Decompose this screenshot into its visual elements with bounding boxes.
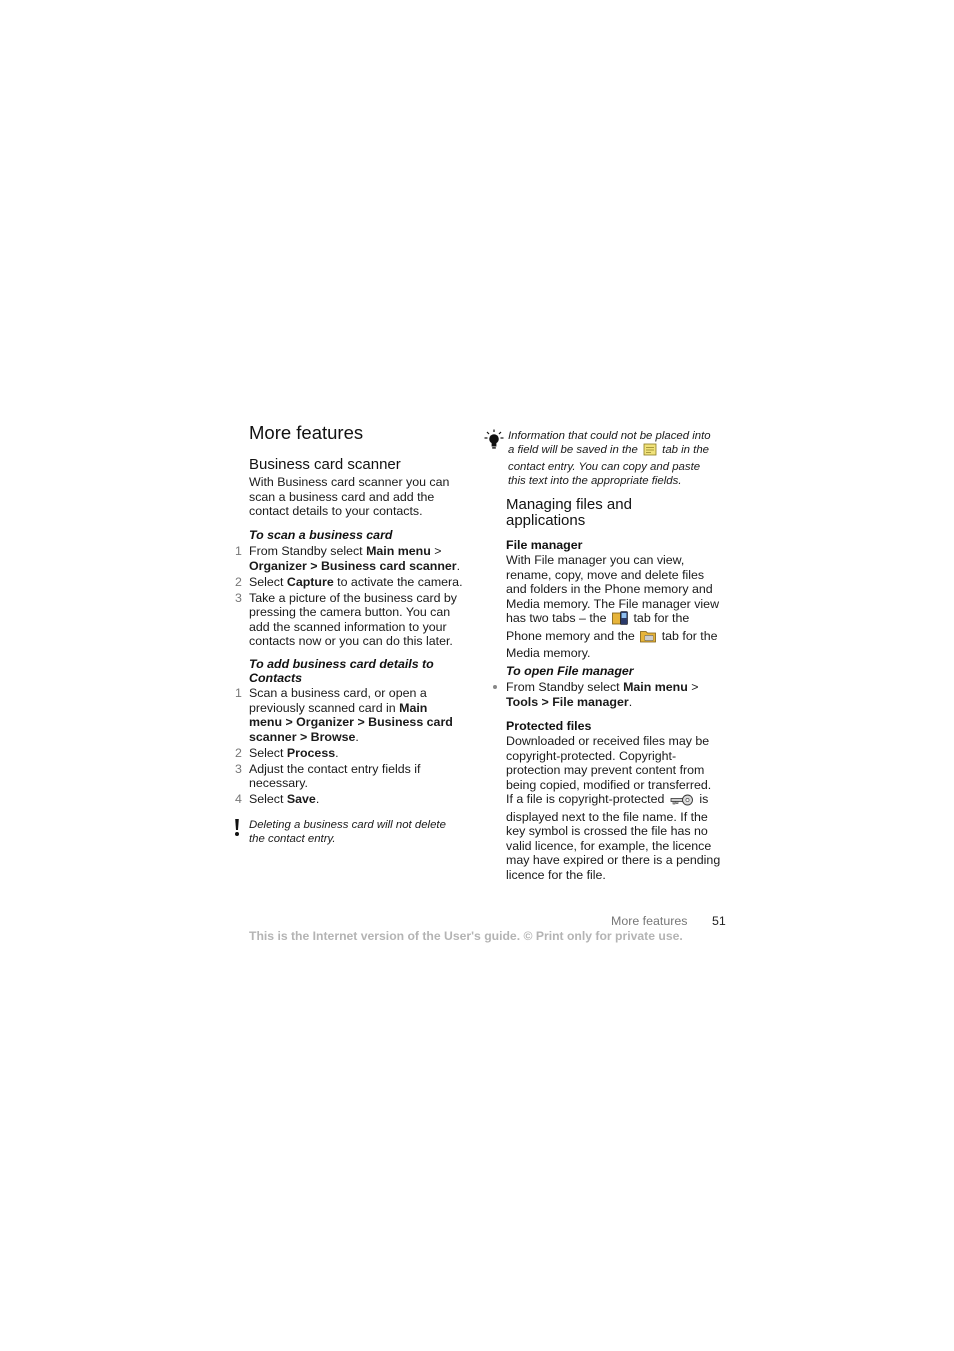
step-text: to activate the camera. bbox=[333, 574, 463, 589]
heading-line: To add business card details to bbox=[249, 657, 434, 671]
file-manager-heading: File manager bbox=[506, 538, 583, 552]
body-text: is bbox=[699, 792, 709, 806]
body-text: Phone memory and the bbox=[506, 628, 635, 643]
step-number: 1 bbox=[235, 544, 242, 558]
menu-path: Organizer > Business card scanner bbox=[249, 558, 457, 573]
add-procedure-heading bbox=[249, 658, 434, 685]
file-manager-body bbox=[506, 553, 731, 661]
step-text: . bbox=[456, 558, 461, 573]
step-number: 2 bbox=[235, 574, 242, 589]
open-file-manager-steps bbox=[506, 680, 731, 709]
body-text: tab for the bbox=[633, 611, 690, 625]
step-item bbox=[235, 792, 474, 807]
step-text: . bbox=[355, 729, 359, 744]
body-text: tab for the bbox=[661, 628, 718, 643]
note-text: tab in the bbox=[662, 444, 710, 456]
warning-note bbox=[249, 818, 446, 846]
menu-path: Main bbox=[399, 700, 428, 715]
page-title: More features bbox=[249, 422, 364, 443]
protected-files-body bbox=[506, 734, 731, 882]
body-line: valid licence, for example, the licence bbox=[506, 838, 712, 853]
warning-icon bbox=[232, 818, 242, 843]
protected-files-heading: Protected files bbox=[506, 719, 592, 733]
note-line: Deleting a business card will not delete bbox=[249, 819, 446, 831]
step-text: add the scanned information to your bbox=[249, 619, 447, 634]
body-line: Media memory. The File manager view bbox=[506, 596, 720, 611]
body-line: With File manager you can view, bbox=[506, 553, 685, 567]
step-text: . bbox=[628, 694, 633, 709]
scan-steps bbox=[235, 544, 474, 649]
menu-path: menu > Organizer > Business card bbox=[249, 715, 453, 729]
menu-path: Process bbox=[286, 745, 336, 760]
step-number: 3 bbox=[235, 590, 242, 605]
step-text: From Standby select bbox=[506, 680, 624, 694]
section-heading-managing-files bbox=[506, 497, 632, 529]
note-line: this text into the appropriate fields. bbox=[508, 475, 682, 487]
menu-path: Capture bbox=[286, 574, 334, 589]
menu-path: Main menu bbox=[623, 680, 688, 694]
body-line: licence for the file. bbox=[506, 867, 606, 882]
step-number: 1 bbox=[235, 686, 242, 700]
add-steps bbox=[235, 686, 474, 807]
step-text: From Standby select bbox=[249, 544, 367, 558]
media-memory-tab-icon bbox=[640, 629, 656, 647]
bullet-item bbox=[506, 680, 731, 709]
step-text: > bbox=[687, 680, 699, 694]
step-text: Adjust the contact entry fields if bbox=[249, 761, 421, 776]
step-text: Select bbox=[249, 745, 287, 760]
step-number: 2 bbox=[235, 745, 242, 760]
step-item bbox=[235, 574, 474, 590]
note-line: the contact entry. bbox=[249, 833, 336, 845]
step-text: > bbox=[430, 544, 442, 558]
step-text: Select bbox=[249, 574, 287, 589]
note-line: contact entry. You can copy and paste bbox=[508, 461, 701, 473]
body-line: rename, copy, move and delete files bbox=[506, 567, 705, 582]
step-text: . bbox=[315, 792, 320, 806]
menu-path: Tools > File manager bbox=[506, 694, 629, 709]
body-line: and folders in the Phone memory and bbox=[506, 582, 713, 596]
open-file-manager-heading: To open File manager bbox=[506, 664, 634, 678]
menu-path: Main menu bbox=[366, 544, 431, 558]
note-line: Information that could not be placed into bbox=[508, 430, 711, 442]
body-line: being copied, modified or transferred. bbox=[506, 777, 712, 792]
step-item bbox=[235, 590, 474, 649]
menu-path: Save bbox=[286, 792, 316, 806]
step-text: Take a picture of the business card by bbox=[249, 590, 458, 605]
bullet-dot bbox=[493, 685, 497, 689]
footer-disclaimer: This is the Internet version of the User's guide. © Print only for private use. bbox=[249, 929, 683, 943]
section-heading-business-card: Business card scanner bbox=[249, 456, 401, 473]
intro-line: scan a business card and add the bbox=[249, 489, 435, 504]
body-line: displayed next to the file name. If the bbox=[506, 809, 708, 824]
key-icon bbox=[670, 794, 694, 810]
step-text: . bbox=[335, 745, 339, 760]
phone-memory-tab-icon bbox=[612, 611, 628, 629]
step-text: contacts now or you can do this later. bbox=[249, 634, 453, 648]
step-text: Select bbox=[249, 792, 287, 806]
menu-path: scanner > Browse bbox=[249, 729, 356, 744]
body-line: protection may prevent content from bbox=[506, 763, 705, 777]
intro-line: With Business card scanner you can bbox=[249, 475, 450, 489]
body-line: key symbol is crossed the file has no bbox=[506, 824, 708, 838]
intro-line: contact details to your contacts. bbox=[249, 504, 423, 518]
step-number: 4 bbox=[235, 792, 242, 806]
notes-tab-icon bbox=[643, 443, 657, 460]
body-line: Downloaded or received files may be bbox=[506, 734, 710, 748]
body-line: Media memory. bbox=[506, 646, 591, 660]
body-text: If a file is copyright-protected bbox=[506, 792, 665, 806]
step-item bbox=[235, 745, 474, 761]
page-number: 51 bbox=[712, 914, 726, 928]
step-text: previously scanned card in bbox=[249, 700, 400, 715]
step-item bbox=[235, 686, 474, 744]
scan-procedure-heading: To scan a business card bbox=[249, 528, 393, 542]
footer-section-title: More features bbox=[611, 914, 688, 928]
body-text: has two tabs – the bbox=[506, 611, 607, 625]
step-item bbox=[235, 544, 474, 573]
body-line: copyright-protected. Copyright- bbox=[506, 748, 677, 763]
heading-line: applications bbox=[506, 512, 586, 529]
heading-line: Contacts bbox=[249, 670, 303, 685]
business-card-intro bbox=[249, 475, 449, 519]
step-item bbox=[235, 761, 474, 791]
lightbulb-icon bbox=[484, 429, 504, 456]
step-number: 3 bbox=[235, 761, 242, 776]
tip-note bbox=[508, 429, 730, 488]
step-text: necessary. bbox=[249, 776, 308, 790]
body-line: may have expired or there is a pending bbox=[506, 853, 721, 867]
step-text: pressing the camera button. You can bbox=[249, 605, 451, 619]
step-text: Scan a business card, or open a bbox=[249, 686, 427, 700]
heading-line: Managing files and bbox=[506, 496, 632, 513]
note-text: a field will be saved in the bbox=[508, 444, 638, 456]
